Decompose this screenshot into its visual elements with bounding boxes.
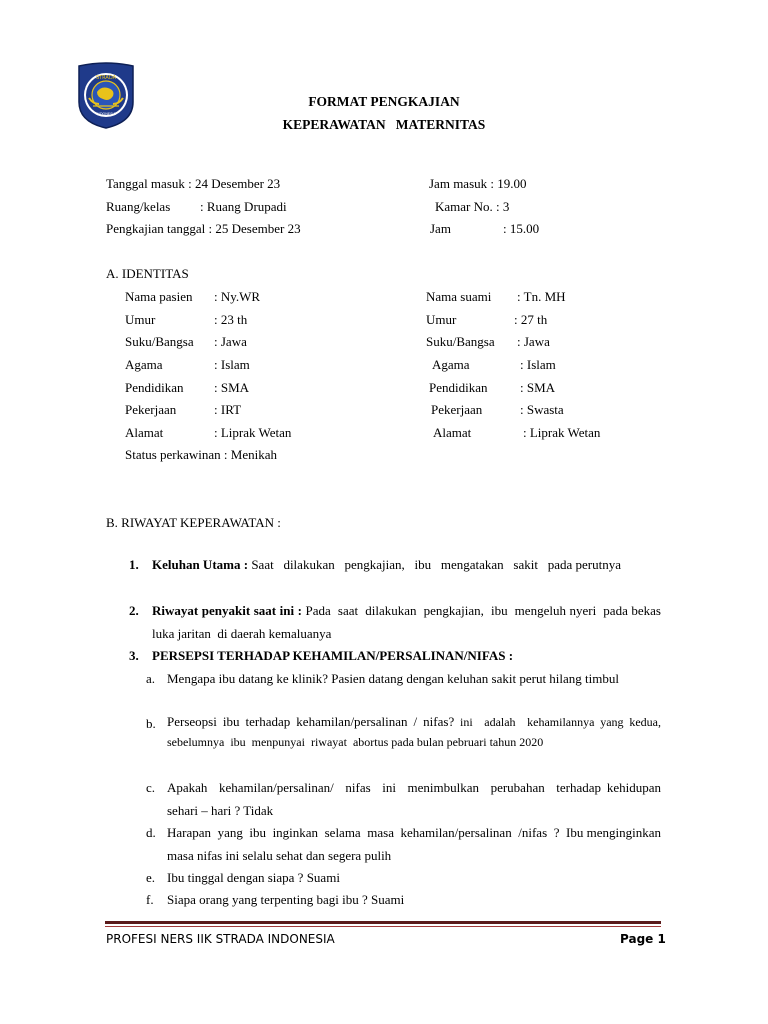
husband-value: : 27 th	[514, 312, 548, 327]
keluhan-utama	[152, 553, 661, 576]
ruang-label: Ruang/kelas	[106, 199, 171, 214]
husband-value: : Tn. MH	[517, 289, 566, 304]
husband-label: Alamat	[433, 425, 472, 440]
sub-item-text: Harapan yang ibu inginkan selama masa kehamilan/persalinan /nifas ? Ibu menginginkan masa nifas ini selalu sehat dan segera pulih	[167, 825, 665, 863]
sub-item-answer: ini adalah kehamilannya yang kedua, sebelumnya ibu menpunyai riwayat abortus pada bulan pebruari tahun 2020	[167, 715, 667, 749]
husband-label: Umur	[426, 312, 457, 327]
item-text: Saat dilakukan pengkajian, ibu mengatakan sakit pada perutnya	[248, 557, 621, 572]
document-subtitle: KEPERAWATAN MATERNITAS	[282, 117, 486, 132]
svg-text:INDONESIA: INDONESIA	[96, 112, 116, 116]
sub-item-letter: a.	[146, 671, 156, 686]
item-number: 1.	[129, 557, 139, 572]
section-a-heading: A. IDENTITAS	[106, 266, 189, 281]
husband-label: Nama suami	[426, 289, 492, 304]
patient-label: Umur	[125, 312, 156, 327]
pengkajian-tanggal: Pengkajian tanggal : 25 Desember 23	[106, 221, 301, 236]
patient-value: : IRT	[214, 402, 242, 417]
husband-label: Suku/Bangsa	[426, 334, 495, 349]
sub-item-text: Siapa orang yang terpenting bagi ibu ? Suami	[167, 892, 405, 907]
section-b-heading: B. RIWAYAT KEPERAWATAN :	[106, 515, 281, 530]
patient-label: Pekerjaan	[125, 402, 177, 417]
husband-label: Pendidikan	[429, 380, 488, 395]
riwayat-penyakit	[152, 599, 665, 645]
sub-item-text: Mengapa ibu datang ke klinik? Pasien datang dengan keluhan sakit perut hilang timbul	[167, 671, 619, 686]
footer-rule-thick	[105, 921, 661, 924]
patient-label: Agama	[125, 357, 163, 372]
patient-value: : Ny.WR	[214, 289, 261, 304]
item-text: Pada saat dilakukan pengkajian, ibu mengeluh nyeri pada bekas luka jaritan di daerah kemaluanya	[152, 603, 665, 641]
husband-value: : Swasta	[520, 402, 564, 417]
patient-value: : Islam	[214, 357, 250, 372]
patient-value: : SMA	[214, 380, 250, 395]
patient-value: : Jawa	[214, 334, 247, 349]
page-number: Page 1	[620, 932, 666, 946]
patient-label: Suku/Bangsa	[125, 334, 194, 349]
item-label: Keluhan Utama :	[152, 557, 249, 572]
footer-rule-thin	[105, 926, 661, 927]
svg-text:STRADA: STRADA	[95, 75, 117, 81]
ruang-value: : Ruang Drupadi	[200, 199, 287, 214]
tanggal-masuk: Tanggal masuk : 24 Desember 23	[106, 176, 281, 191]
husband-value: : Jawa	[517, 334, 550, 349]
sub-item-letter: c.	[146, 780, 156, 795]
patient-label: Pendidikan	[125, 380, 184, 395]
jam-label: Jam	[430, 221, 451, 236]
document-title: FORMAT PENGKAJIAN	[308, 94, 460, 109]
sub-item-letter: d.	[146, 825, 156, 840]
patient-label: Alamat	[125, 425, 164, 440]
sub-item-text: Ibu tinggal dengan siapa ? Suami	[167, 870, 340, 885]
sub-item-letter: e.	[146, 870, 156, 885]
sub-item-b	[167, 712, 667, 752]
jam-value: : 15.00	[503, 221, 540, 236]
husband-value: : SMA	[520, 380, 556, 395]
husband-label: Agama	[432, 357, 470, 372]
sub-item-text: Apakah kehamilan/persalinan/ nifas ini menimbulkan perubahan terhadap kehidupan sehari – hari ? Tidak	[167, 780, 665, 818]
sub-item-letter: f.	[146, 892, 154, 907]
item-label: Riwayat penyakit saat ini :	[152, 603, 302, 618]
marital-status: Status perkawinan : Menikah	[125, 447, 277, 462]
patient-value: : 23 th	[214, 312, 248, 327]
item-number: 2.	[129, 603, 139, 618]
patient-label: Nama pasien	[125, 289, 193, 304]
sub-item-letter: b.	[146, 716, 156, 731]
husband-value: : Islam	[520, 357, 556, 372]
footer-left: PROFESI NERS IIK STRADA INDONESIA	[106, 932, 335, 946]
husband-label: Pekerjaan	[431, 402, 483, 417]
sub-item-text: Perseopsi ibu terhadap kehamilan/persalinan / nifas?	[167, 714, 455, 729]
patient-value: : Liprak Wetan	[214, 425, 292, 440]
persepsi-heading: PERSEPSI TERHADAP KEHAMILAN/PERSALINAN/NIFAS :	[152, 648, 514, 663]
husband-value: : Liprak Wetan	[523, 425, 601, 440]
jam-masuk: Jam masuk : 19.00	[429, 176, 527, 191]
kamar-no: Kamar No. : 3	[435, 199, 510, 214]
item-number: 3.	[129, 648, 139, 663]
